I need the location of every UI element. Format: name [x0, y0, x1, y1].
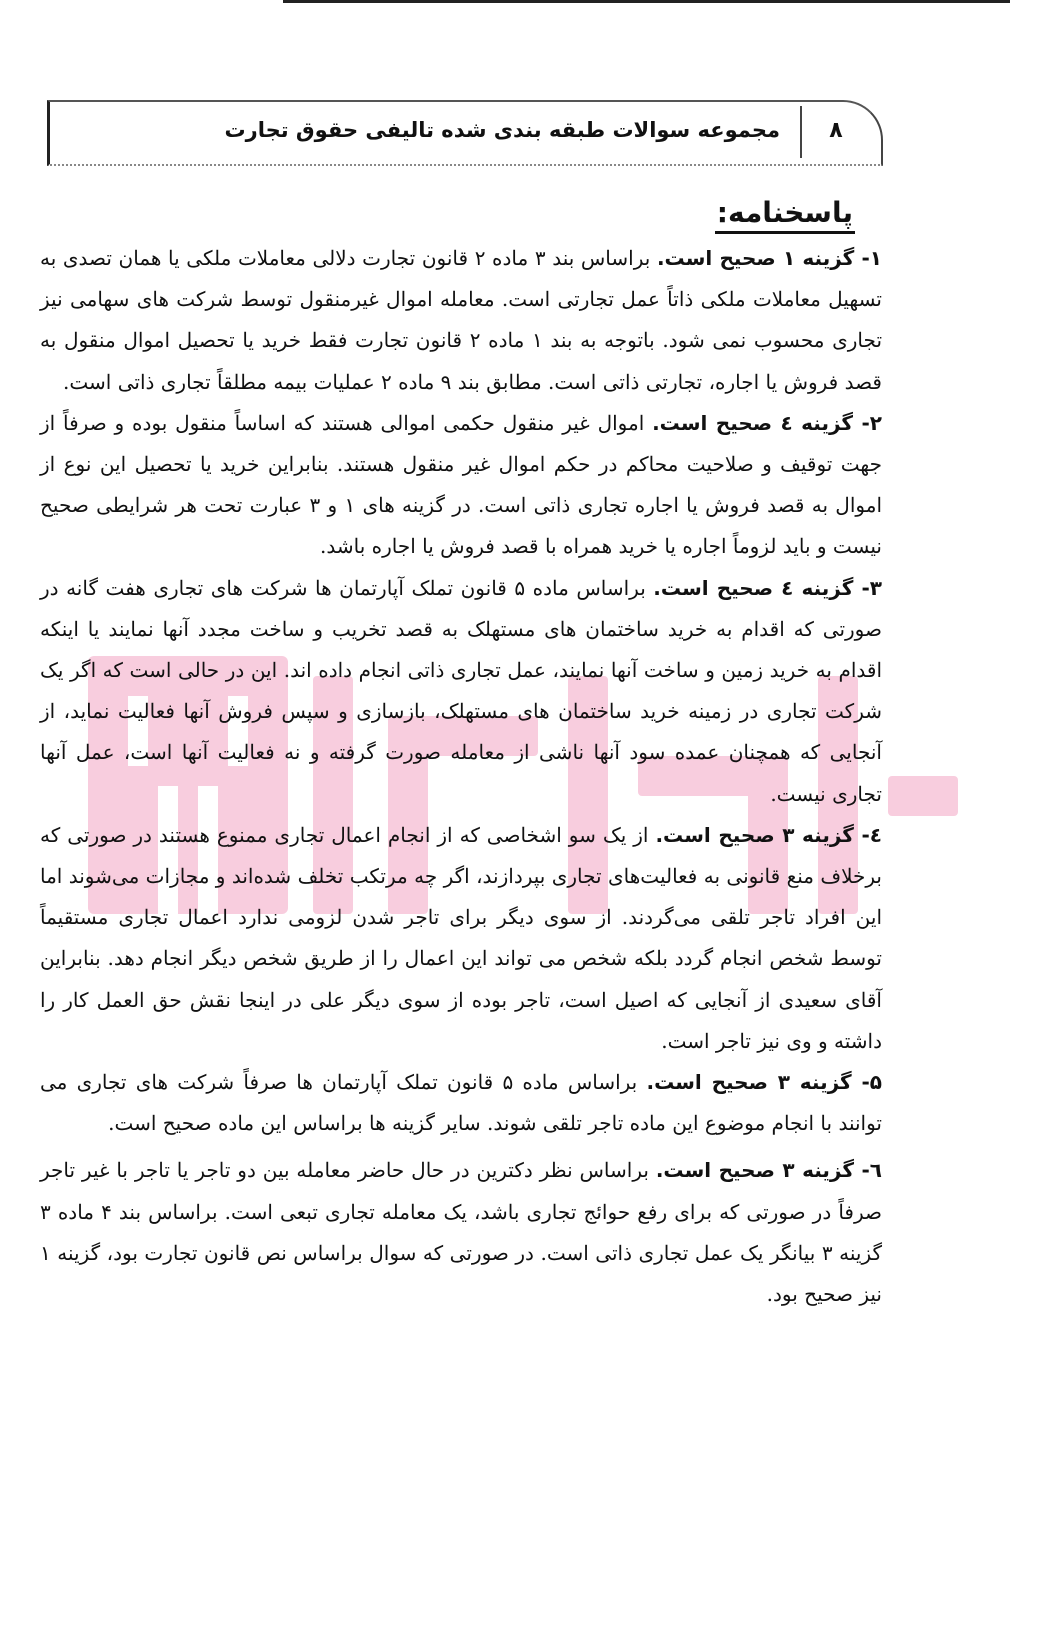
answer-item: [40, 403, 882, 568]
running-header-title: مجموعه سوالات طبقه بندی شده تالیفی حقوق تجارت: [224, 118, 780, 142]
answer-item: [40, 815, 882, 1062]
page-number: ۸: [829, 118, 843, 143]
answer-text: براساس بند ۳ ماده ۲ قانون تجارت دلالی معاملات ملکی یا همان تصدی به تسهیل معاملات ملکی ذاتاً عمل تجارتی است. معامله اموال غیرمنقول توسط شرکت های سهامی نیز تجاری محسوب نمی شود. باتوجه به بند ۱ ماده ۲ قانون تجارت فقط خرید یا تحصیل اموال منقول به قصد فروش یا اجاره، تجارتی ذاتی است. مطابق بند ۹ ماده ۲ عملیات بیمه مطلقاً تجاری ذاتی است.: [40, 246, 883, 394]
answer-lead: ۳- گزینه ٤ صحیح است.: [653, 575, 883, 600]
answer-lead: ۲- گزینه ٤ صحیح است.: [652, 410, 882, 435]
header-divider: [800, 106, 802, 158]
answer-text: براساس ماده ۵ قانون تملک آپارتمان ها صرفاً شرکت های تجاری می توانند با انجام موضوع این ماده تاجر تلقی شوند. سایر گزینه ها براساس این ماده صحیح است.: [40, 1070, 882, 1136]
answer-lead: ۱- گزینه ۱ صحیح است.: [656, 246, 882, 270]
answer-item: [40, 1062, 882, 1144]
top-rule: [283, 0, 1010, 3]
answer-text: اموال غیر منقول حکمی اموالی هستند که اساساً منقول بوده و صرفاً از جهت توقیف و صلاحیت محاکم در حکم اموال غیر منقول هستند. بنابراین خرید یا تحصیل این نوع از اموال به قصد فروش یا اجاره تجاری ذاتی است. در گزینه های ۱ و ۳ عبارت تحت هر شرایطی صحیح نیست و باید لزوماً اجاره یا خرید همراه با قصد فروش یا اجاره باشد.: [40, 410, 883, 559]
answer-item: [40, 1150, 882, 1315]
answer-lead: ٦- گزینه ۳ صحیح است.: [655, 1158, 882, 1183]
answer-text: براساس ماده ۵ قانون تملک آپارتمان ها شرکت های تجاری هفت گانه در صورتی که اقدام به خرید ساختمان های مستهلک به قصد تخریب و ساخت مجدد آنها نمایند یا اینکه اقدام به خرید زمین و ساخت آنها نمایند، عمل تجاری ذاتی انجام داده اند. این در حالی است که اگر یک شرکت تجاری در زمینه خرید ساختمان های مستهلک، بازسازی و سپس فروش آنها فعالیت نماید، از آنجایی که همچنان عمده سود آنها ناشی از معامله صورت گرفته و نه فعالیت آنها است، عمل آنها تجاری نیست.: [40, 575, 883, 806]
answer-item: [40, 238, 882, 403]
answer-item: [40, 568, 882, 815]
answer-lead: ٤- گزینه ۳ صحیح است.: [655, 822, 883, 847]
answer-lead: ۵- گزینه ۳ صحیح است.: [646, 1070, 882, 1095]
answer-text: براساس نظر دکترین در حال حاضر معامله بین دو تاجر یا تاجر با غیر تاجر صرفاً در صورتی که برای رفع حوائج تجاری باشد، یک معامله تجاری تبعی است. براساس بند ۴ ماده ۳ گزینه ۳ بیانگر یک عمل تجاری ذاتی است. در صورتی که سوال براساس نص قانون تجارت بود، گزینه ۱ نیز صحیح بود.: [40, 1158, 882, 1307]
answer-key-heading: پاسخنامه:: [715, 196, 855, 234]
answer-text: از یک سو اشخاصی که از انجام اعمال تجاری ممنوع هستند در صورتی که برخلاف منع قانونی به فعالیت‌های تجاری بپردازند، اگر چه مرتکب تخلف شده‌اند و مجازات می‌شوند اما این افراد تاجر تلقی می‌گردند. از سوی دیگر برای تاجر شدن لزومی ندارد اعمال تجاری مستقیماً توسط شخص انجام گردد بلکه شخص می تواند این اعمال را از طریق شخص دیگر انجام دهد. بنابراین آقای سعیدی از آنجایی که اصیل است، تاجر بوده از سوی دیگر علی در اینجا نقش حق العمل کار را داشته و وی نیز تاجر است.: [40, 822, 882, 1053]
answer-list: [40, 238, 882, 1315]
